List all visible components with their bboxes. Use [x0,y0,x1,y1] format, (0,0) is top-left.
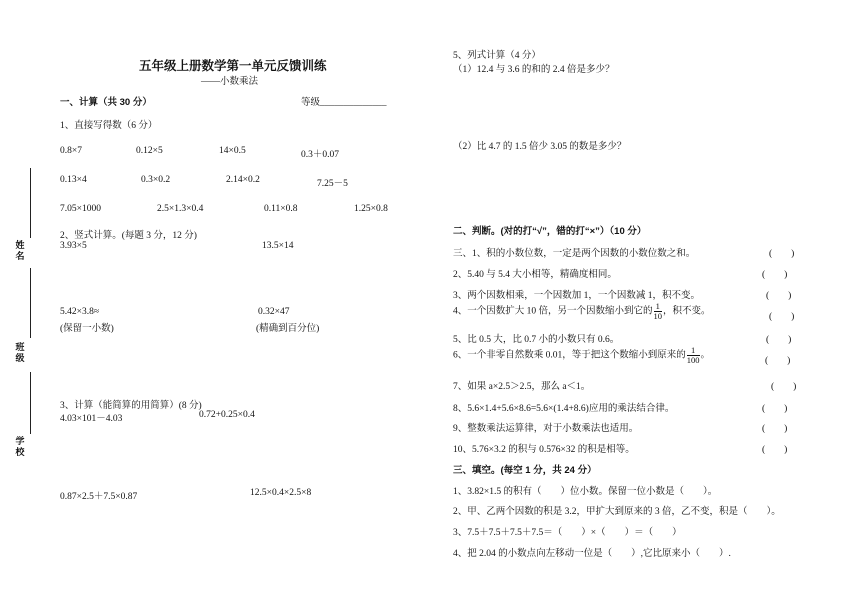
calc-item: 12.5×0.4×2.5×8 [250,488,312,498]
answer-blank[interactable]: ( ) [762,445,788,455]
answer-blank[interactable]: ( ) [769,249,795,259]
oral-item: 7.05×1000 [60,204,101,214]
section-1-heading: 一、计算（共 30 分） [60,97,152,108]
oral-item: 0.12×5 [136,146,163,156]
oral-item: 0.3×0.2 [141,175,171,185]
vertical-item: 0.32×47 [258,307,290,317]
vertical-item: 3.93×5 [60,241,87,251]
oral-item: 1.25×0.8 [354,204,388,214]
vertical-item-note: (保留一小数) [60,324,114,334]
oral-item: 2.14×0.2 [226,175,260,185]
oral-item: 7.25－5 [317,179,348,189]
answer-blank[interactable]: ( ) [765,356,791,366]
binding-line-top [30,168,31,238]
binding-class-label: 班级 [15,342,25,363]
fraction-one-hundredth: $\frac{1}{100}$ [686,345,700,365]
oral-item: 0.11×0.8 [264,204,298,214]
answer-blank[interactable]: ( ) [771,382,797,392]
judge-item: 7、如果 a×2.5＞2.5，那么 a＜1。 [453,382,591,392]
calc-item: 0.87×2.5＋7.5×0.87 [60,492,138,502]
vertical-item: 13.5×14 [262,241,294,251]
answer-blank[interactable]: ( ) [766,335,792,345]
section-3-heading: 三、填空。(每空 1 分，共 24 分） [453,465,597,476]
page-subtitle: ——小数乘法 [201,77,259,87]
judge-item-text: 6、一个非零自然数乘 0.01，等于把这个数缩小到原来的 [453,350,686,361]
fraction-one-tenth: $\frac{1}{10}$ [653,301,663,321]
answer-blank[interactable]: ( ) [762,424,788,434]
question-1-label: 1、直接写得数（6 分） [60,121,158,131]
fill-item: 2、甲、乙两个因数的积是 3.2，甲扩大到原来的 3 倍，乙不变，积是（ ）。 [453,507,781,517]
word-problem: （2）比 4.7 的 1.5 倍少 3.05 的数是多少？ [453,142,627,152]
oral-item: 0.13×4 [60,175,87,185]
judge-item-6 [453,346,710,365]
question-2-label: 2、竖式计算。(每题 3 分，12 分) [60,231,197,241]
oral-item: 0.8×7 [60,146,82,156]
fill-item: 4、把 2.04 的小数点向左移动一位是（ ）,它比原来小（ ）. [453,549,731,559]
judge-item-tail: ，积不变。 [663,306,711,317]
word-problem: （1）12.4 与 3.6 的和的 2.4 倍是多少？ [453,65,615,75]
judge-item: 三、1、积的小数位数，一定是两个因数的小数位数之和。 [453,249,696,259]
judge-item: 8、5.6×1.4+5.6×8.6=5.6×(1.4+8.6)应用的乘法结合律。 [453,404,675,414]
binding-line-low [30,372,31,434]
judge-item-tail: 。 [700,350,711,361]
judge-item: 3、两个因数相乘，一个因数加 1，一个因数减 1，积不变。 [453,291,701,301]
section-2-heading: 二、判断。(对的打“√”，错的打“×”）（10 分） [453,226,647,237]
answer-blank[interactable]: ( ) [766,291,792,301]
answer-blank[interactable]: ( ) [762,404,788,414]
judge-item: 9、整数乘法运算律，对于小数乘法也适用。 [453,424,639,434]
answer-blank[interactable]: ( ) [762,270,788,280]
binding-name-label: 姓名 [15,240,25,261]
judge-item: 10、5.76×3.2 的积与 0.576×32 的积是相等。 [453,445,635,455]
judge-item: 2、5.40 与 5.4 大小相等，精确度相同。 [453,270,617,280]
calc-item: 0.72+0.25×0.4 [199,410,255,420]
question-5-label: 5、列式计算（4 分） [453,51,541,61]
fill-item: 1、3.82×1.5 的积有（ ）位小数。保留一位小数是（ ）。 [453,487,718,497]
vertical-item: 5.42×3.8≈ [60,307,100,317]
answer-blank[interactable]: ( ) [769,312,795,322]
binding-school-label: 学校 [15,436,25,457]
judge-item-4 [453,302,711,321]
question-3-label: 3、计算（能简算的用简算）(8 分) [60,401,202,411]
calc-item: 4.03×101－4.03 [60,414,123,424]
oral-item: 14×0.5 [219,146,246,156]
oral-item: 2.5×1.3×0.4 [157,204,204,214]
binding-line-mid [30,268,31,338]
vertical-item-note: (精确到百分位) [256,324,320,334]
page-title: 五年级上册数学第一单元反馈训练 [139,59,327,73]
fill-item: 3、7.5＋7.5＋7.5＋7.5＝（ ）×（ ）＝（ ） [453,528,682,538]
judge-item-text: 4、一个因数扩大 10 倍，另一个因数缩小到它的 [453,306,653,317]
oral-item: 0.3＋0.07 [301,150,340,160]
grade-field[interactable]: 等级______________ [301,98,387,108]
judge-item: 5、比 0.5 大，比 0.7 小的小数只有 0.6。 [453,335,620,345]
